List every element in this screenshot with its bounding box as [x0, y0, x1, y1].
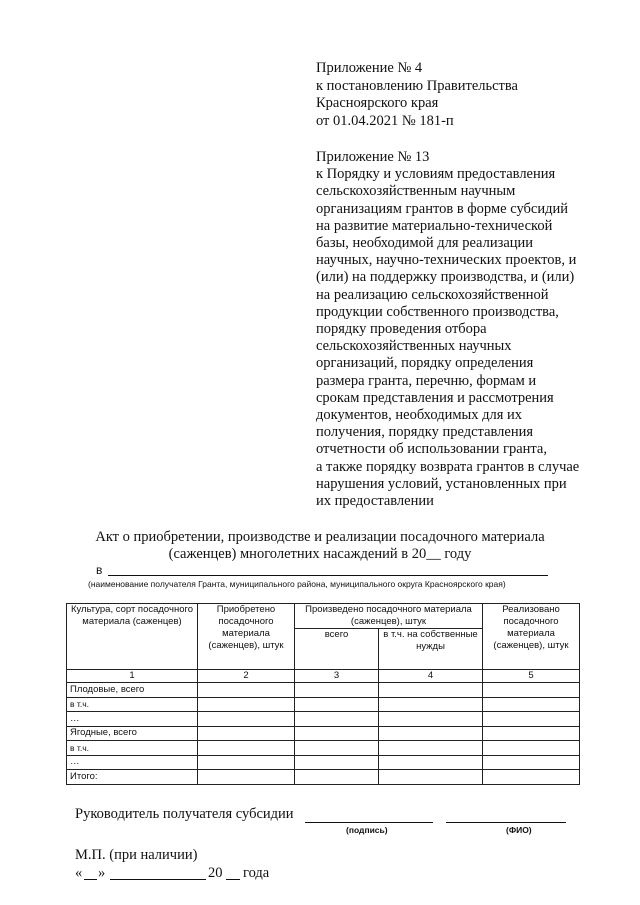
table-cell[interactable]	[295, 697, 379, 712]
table-cell[interactable]	[198, 697, 295, 712]
table-cell[interactable]	[295, 755, 379, 770]
act-table	[66, 603, 580, 785]
table-row	[67, 755, 580, 770]
table-cell[interactable]	[379, 712, 483, 727]
row-label: Итого:	[67, 770, 198, 785]
column-number: 3	[295, 670, 379, 683]
header-line: Красноярского края	[316, 95, 439, 111]
appendix-line: нарушения условий, установленных при	[316, 475, 567, 492]
appendix-line: (или) на поддержку производства, и (или)	[316, 269, 575, 286]
row-label: Плодовые, всего	[67, 683, 198, 698]
table-cell[interactable]	[295, 741, 379, 756]
table-row	[67, 770, 580, 785]
table-cell[interactable]	[198, 712, 295, 727]
date-year-prefix: 20	[208, 865, 223, 881]
appendix-line: срокам представления и рассмотрения	[316, 389, 554, 406]
name-field[interactable]	[446, 822, 566, 823]
appendix-line: организациям грантов в форме субсидий	[316, 200, 568, 217]
column-number: 1	[67, 670, 198, 683]
produced-header: Произведено посадочного материала (саженцев), штук	[295, 604, 483, 629]
header-line: от 01.04.2021 № 181-п	[316, 112, 454, 129]
head-label: Руководитель получателя субсидии	[75, 806, 294, 822]
row-label: …	[67, 755, 198, 770]
date-month-field[interactable]	[110, 879, 206, 880]
date-day-field[interactable]	[84, 879, 97, 880]
appendix-line: сельскохозяйственных научных	[316, 338, 512, 355]
row-label: Ягодные, всего	[67, 726, 198, 741]
date-year-field[interactable]	[226, 879, 240, 880]
table-cell[interactable]	[198, 683, 295, 698]
recipient-field[interactable]	[108, 575, 548, 576]
appendix-line: к Порядку и условиям предоставления	[316, 166, 556, 183]
row-label: …	[67, 712, 198, 727]
col2-header: Приобретено посадочного материала (саженцев), штук	[198, 604, 295, 670]
table-cell[interactable]	[198, 741, 295, 756]
col1-header: Культура, сорт посадочного материала (саженцев)	[67, 604, 198, 670]
table-row	[67, 712, 580, 727]
recipient-prefix: в	[96, 563, 103, 577]
appendix-line: Приложение № 13	[316, 149, 430, 165]
table-cell[interactable]	[295, 683, 379, 698]
col4-header: в т.ч. на собственные нужды	[379, 629, 483, 670]
name-caption: (ФИО)	[506, 825, 532, 835]
table-cell[interactable]	[198, 726, 295, 741]
act-title-line2: (саженцев) многолетних насаждений в 20__ году	[168, 546, 472, 562]
appendix-line: размера гранта, перечню, формам и	[316, 372, 537, 389]
appendix-line: на развитие материально-технической	[316, 217, 553, 234]
recipient-caption: (наименование получателя Гранта, муниципального района, муниципального округа Красноярского края)	[88, 579, 506, 589]
appendix-line: порядку проведения отбора	[316, 321, 487, 337]
appendix-line: продукции собственного производства,	[316, 303, 559, 320]
sign-caption: (подпись)	[346, 825, 388, 835]
date-close-quote: »	[98, 865, 106, 881]
appendix-line: сельскохозяйственным научным	[316, 183, 516, 200]
table-cell[interactable]	[379, 726, 483, 741]
column-number-row	[67, 670, 580, 683]
appendix-line: а также порядку возврата грантов в случае	[316, 458, 580, 475]
table-cell[interactable]	[483, 755, 580, 770]
col3-header: всего	[295, 629, 379, 670]
table-cell[interactable]	[198, 770, 295, 785]
header-line: к постановлению Правительства	[316, 77, 518, 94]
stamp-label: М.П. (при наличии)	[75, 847, 198, 863]
appendix-line: на реализацию сельскохозяйственной	[316, 286, 549, 303]
table-row	[67, 683, 580, 698]
table-cell[interactable]	[483, 697, 580, 712]
header-line: Приложение № 4	[316, 60, 423, 76]
column-number: 2	[198, 670, 295, 683]
appendix-line: отчетности об использовании гранта,	[316, 441, 547, 458]
appendix-line: документов, необходимых для их	[316, 407, 523, 423]
column-number: 4	[379, 670, 483, 683]
row-label: в т.ч.	[67, 741, 198, 756]
table-cell[interactable]	[198, 755, 295, 770]
date-open-quote: «	[75, 865, 83, 881]
signature-field[interactable]	[305, 822, 433, 823]
appendix-line: организаций, порядку определения	[316, 355, 534, 372]
table-cell[interactable]	[295, 726, 379, 741]
col5-header: Реализовано посадочного материала (саженцев), штук	[483, 604, 580, 670]
date-year-suffix: года	[243, 865, 270, 881]
table-row	[67, 726, 580, 741]
row-label: в т.ч.	[67, 697, 198, 712]
table-row	[67, 697, 580, 712]
table-cell[interactable]	[295, 712, 379, 727]
appendix-line: получения, порядку представления	[316, 424, 534, 441]
appendix-line: базы, необходимой для реализации	[316, 235, 534, 251]
table-row	[67, 741, 580, 756]
appendix-line: их предоставлении	[316, 493, 434, 509]
column-number: 5	[483, 670, 580, 683]
table-cell[interactable]	[483, 726, 580, 741]
act-title-line1: Акт о приобретении, производстве и реализации посадочного материала	[95, 529, 545, 545]
table-cell[interactable]	[483, 683, 580, 698]
appendix-line: научных, научно-технических проектов, и	[316, 252, 577, 269]
table-cell[interactable]	[379, 697, 483, 712]
table-cell[interactable]	[379, 755, 483, 770]
table-cell[interactable]	[295, 770, 379, 785]
table-cell[interactable]	[379, 770, 483, 785]
table-cell[interactable]	[483, 712, 580, 727]
table-cell[interactable]	[379, 741, 483, 756]
table-cell[interactable]	[483, 741, 580, 756]
table-cell[interactable]	[483, 770, 580, 785]
table-cell[interactable]	[379, 683, 483, 698]
